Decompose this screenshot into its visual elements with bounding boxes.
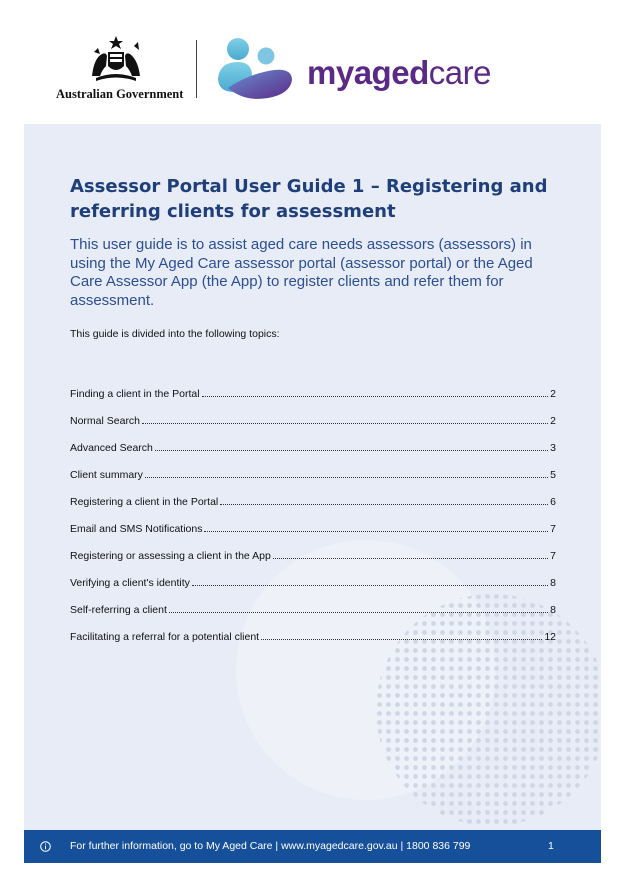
toc-item[interactable]: [70, 535, 556, 562]
toc-item-page: 12: [544, 631, 556, 643]
toc-item-page: 2: [550, 388, 556, 400]
toc-item-title[interactable]: Advanced Search: [70, 442, 153, 454]
toc-item[interactable]: [70, 427, 556, 454]
info-icon: [40, 841, 51, 852]
toc-item[interactable]: [70, 616, 556, 643]
toc-item[interactable]: [70, 562, 556, 589]
page-header: [0, 0, 619, 124]
toc-item[interactable]: [70, 481, 556, 508]
page-footer: [24, 830, 601, 863]
toc-item-title[interactable]: Registering or assessing a client in the App: [70, 550, 271, 562]
toc-item-page: 8: [550, 577, 556, 589]
coat-of-arms-icon: [88, 36, 144, 82]
myagedcare-people-icon: [216, 36, 296, 102]
toc-leader: [261, 638, 542, 640]
toc-item[interactable]: [70, 508, 556, 535]
toc-item[interactable]: [70, 373, 556, 400]
header-divider: [196, 40, 197, 98]
toc-leader: [202, 395, 549, 397]
toc-item-page: 3: [550, 442, 556, 454]
footer-contact-text: For further information, go to My Aged Care | www.myagedcare.gov.au | 1800 836 799: [70, 840, 471, 852]
toc-item-page: 7: [550, 550, 556, 562]
toc-leader: [204, 530, 548, 532]
toc-item-page: 2: [550, 415, 556, 427]
toc-item-title[interactable]: Normal Search: [70, 415, 141, 427]
document-title: Assessor Portal User Guide 1 – Registering and referring clients for assessment: [70, 176, 548, 222]
document-content: [70, 174, 556, 643]
toc-item-page: 8: [550, 604, 556, 616]
myagedcare-wordmark: myagedcare: [307, 54, 491, 91]
toc-item-page: 5: [550, 469, 556, 481]
toc-item-title[interactable]: Email and SMS Notifications: [70, 523, 203, 535]
toc-leader: [155, 449, 548, 451]
toc-item[interactable]: [70, 454, 556, 481]
toc-item[interactable]: [70, 589, 556, 616]
toc-item-title[interactable]: Registering a client in the Portal: [70, 496, 219, 508]
toc-leader: [273, 557, 548, 559]
page-number: 1: [548, 840, 554, 852]
toc-item-page: 6: [550, 496, 556, 508]
toc-item-title[interactable]: Finding a client in the Portal: [70, 388, 200, 400]
toc-item[interactable]: [70, 400, 556, 427]
toc-leader: [142, 422, 548, 424]
intro-paragraph: This user guide is to assist aged care needs assessors (assessors) in using the My Aged Care assessor portal (assessor portal) or the Aged Care Assessor App (the App) to register clients and refer them for assessment.: [70, 236, 533, 309]
toc-leader: [145, 476, 548, 478]
toc-item-title[interactable]: Self-referring a client: [70, 604, 167, 616]
toc-leader: [169, 611, 548, 613]
content-panel: [24, 124, 601, 830]
toc-leader: [220, 503, 548, 505]
toc-item-title[interactable]: Facilitating a referral for a potential client: [70, 631, 260, 643]
toc-item-title[interactable]: Verifying a client's identity: [70, 577, 190, 589]
toc-item-page: 7: [550, 523, 556, 535]
toc-intro: This guide is divided into the following topics:: [70, 328, 280, 340]
table-of-contents: [70, 373, 556, 643]
toc-item-title[interactable]: Client summary: [70, 469, 143, 481]
government-label: Australian Government: [56, 87, 184, 101]
toc-leader: [192, 584, 548, 586]
australian-government-logo: [56, 36, 184, 102]
